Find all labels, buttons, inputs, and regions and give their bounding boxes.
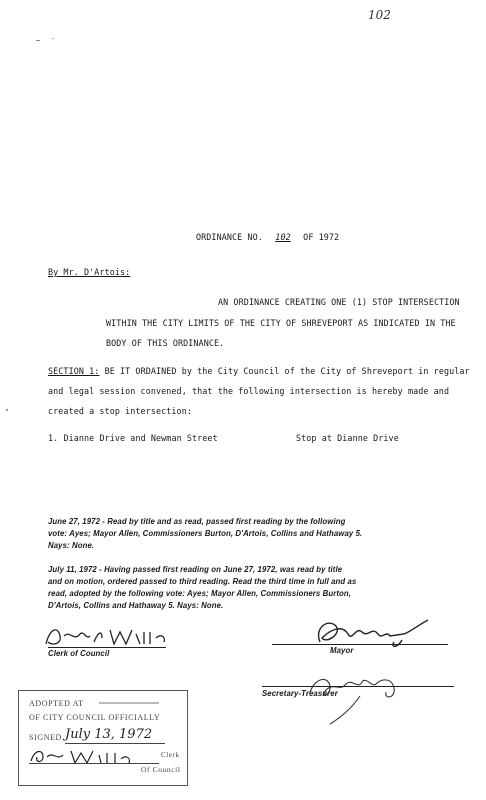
mayor-label: Mayor <box>330 646 354 655</box>
minutes-july-line-3: read, adopted by the following vote: Ayes; Mayor Allen, Commissioners Burton, <box>48 589 352 598</box>
clerk-signature-line <box>48 647 166 648</box>
section-1-line-1 <box>48 366 470 376</box>
section-1-line-3: created a stop intersection: <box>48 406 192 416</box>
mayor-signature-line <box>272 644 448 645</box>
mayor-signature <box>290 612 440 652</box>
adopted-stamp <box>18 690 188 786</box>
scan-speck <box>52 38 54 39</box>
minutes-july-line-2: and on motion, ordered passed to third reading. Read the third time in full and as <box>48 577 357 586</box>
stamp-date-line <box>65 743 165 744</box>
intersection-item <box>48 433 218 443</box>
clerk-label: Clerk of Council <box>48 649 110 658</box>
ordinance-title <box>196 232 339 242</box>
minutes-june-line-3: Nays: None. <box>48 541 95 550</box>
section-1-text: BE IT ORDAINED by the City Council of the City of Shreveport in regular <box>104 366 470 376</box>
ordinance-number: 102 <box>275 232 291 242</box>
stamp-signed-label: SIGNED <box>29 733 62 742</box>
stamp-clerk-line <box>29 763 159 764</box>
stamp-line-2: OF CITY COUNCIL OFFICIALLY <box>29 713 161 722</box>
caption-line-2: WITHIN THE CITY LIMITS OF THE CITY OF SHREVEPORT AS INDICATED IN THE <box>106 318 456 328</box>
author-line: By Mr. D'Artois: <box>48 267 131 277</box>
intersection-stop: Stop at Dianne Drive <box>296 433 399 443</box>
minutes-june-line-2: vote: Ayes; Mayor Allen, Commissioners Burton, D'Artois, Collins and Hathaway 5. <box>48 529 363 538</box>
stamp-signed-date: July 13, 1972 <box>65 727 153 742</box>
clerk-signature <box>40 622 170 650</box>
minutes-july-line-1: July 11, 1972 - Having passed first reading on June 27, 1972, was read by title <box>48 565 343 574</box>
scan-speck <box>36 40 40 41</box>
intersection-number: 1. <box>48 433 59 443</box>
page-number: 102 <box>368 8 391 22</box>
secretary-label: Secretary-Treasurer <box>262 689 338 698</box>
ordinance-title-prefix: ORDINANCE NO. <box>196 232 263 242</box>
stamp-clerk-suffix: Clerk <box>161 751 180 759</box>
stamp-faded-text <box>99 702 159 704</box>
caption-line-1: AN ORDINANCE CREATING ONE (1) STOP INTERSECTION <box>218 297 460 307</box>
intersection-location: Dianne Drive and Newman Street <box>63 433 218 443</box>
ordinance-title-suffix: OF 1972 <box>303 232 340 242</box>
stamp-of-council: Of Council <box>141 765 181 774</box>
section-1-line-2: and legal session convened, that the following intersection is hereby made and <box>48 386 450 396</box>
minutes-june-line-1: June 27, 1972 - Read by title and as read, passed first reading by the following <box>48 517 346 526</box>
scan-speck <box>6 409 8 411</box>
stamp-line-1: ADOPTED AT <box>29 699 84 708</box>
minutes-july-line-4: D'Artois, Collins and Hathaway 5. Nays: None. <box>48 601 224 610</box>
section-1-label: SECTION 1: <box>48 366 100 376</box>
secretary-signature-line <box>262 686 454 687</box>
caption-line-3: BODY OF THIS ORDINANCE. <box>106 338 225 348</box>
